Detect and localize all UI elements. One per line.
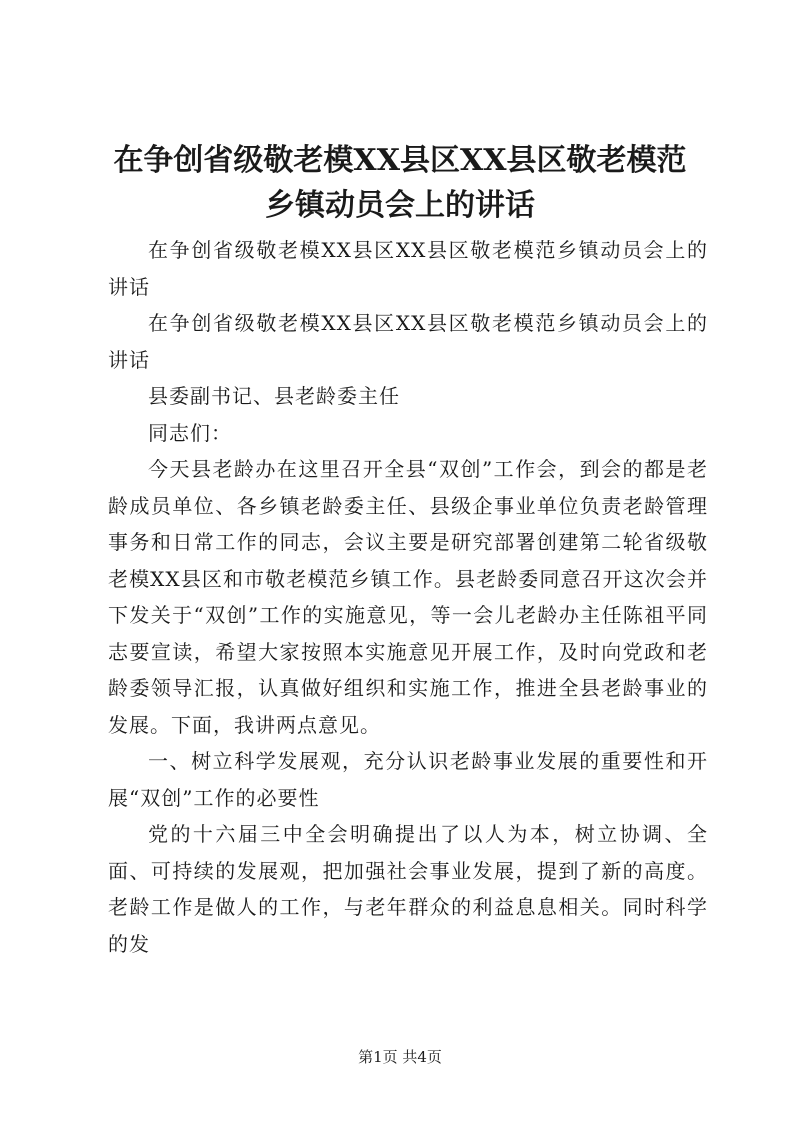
- paragraph-title-repeat-1: 在争创省级敬老模XX县区XX县区敬老模范乡镇动员会上的讲话: [108, 238, 708, 299]
- paragraph-intro: 今天县老龄办在这里召开全县“双创”工作会，到会的都是老龄成员单位、各乡镇老龄委主任、县级企事业单位负责老龄管理事务和日常工作的同志，会议主要是研究部署创建第二轮省级敬老模XX县区和市敬老模范乡镇工作。县老龄委同意召开这次会并下发关于“双创”工作的实施意见，等一会儿老龄办主任陈祖平同志要宣读，希望大家按照本实施意见开展工作，及时向党政和老龄委领导汇报，认真做好组织和实施工作，推进全县老龄事业的发展。下面，我讲两点意见。: [108, 457, 708, 737]
- document-title: 在争创省级敬老模XX县区XX县区敬老模范乡镇动员会上的讲话: [113, 143, 687, 223]
- page-number-footer: 第1页 共4页: [358, 1048, 442, 1066]
- paragraph-section-1: 党的十六届三中全会明确提出了以人为本，树立协调、全面、可持续的发展观，把加强社会事业发展，提到了新的高度。老龄工作是做人的工作，与老年群众的利益息息相关。同时科学的发: [108, 822, 708, 956]
- speaker-line: 县委副书记、县老龄委主任: [148, 384, 400, 408]
- salutation: 同志们：: [148, 420, 232, 445]
- paragraph-title-repeat-2: 在争创省级敬老模XX县区XX县区敬老模范乡镇动员会上的讲话: [108, 311, 708, 372]
- document-body: [108, 232, 708, 962]
- section-heading-1: 一、树立科学发展观，充分认识老龄事业发展的重要性和开展“双创”工作的必要性: [108, 749, 708, 810]
